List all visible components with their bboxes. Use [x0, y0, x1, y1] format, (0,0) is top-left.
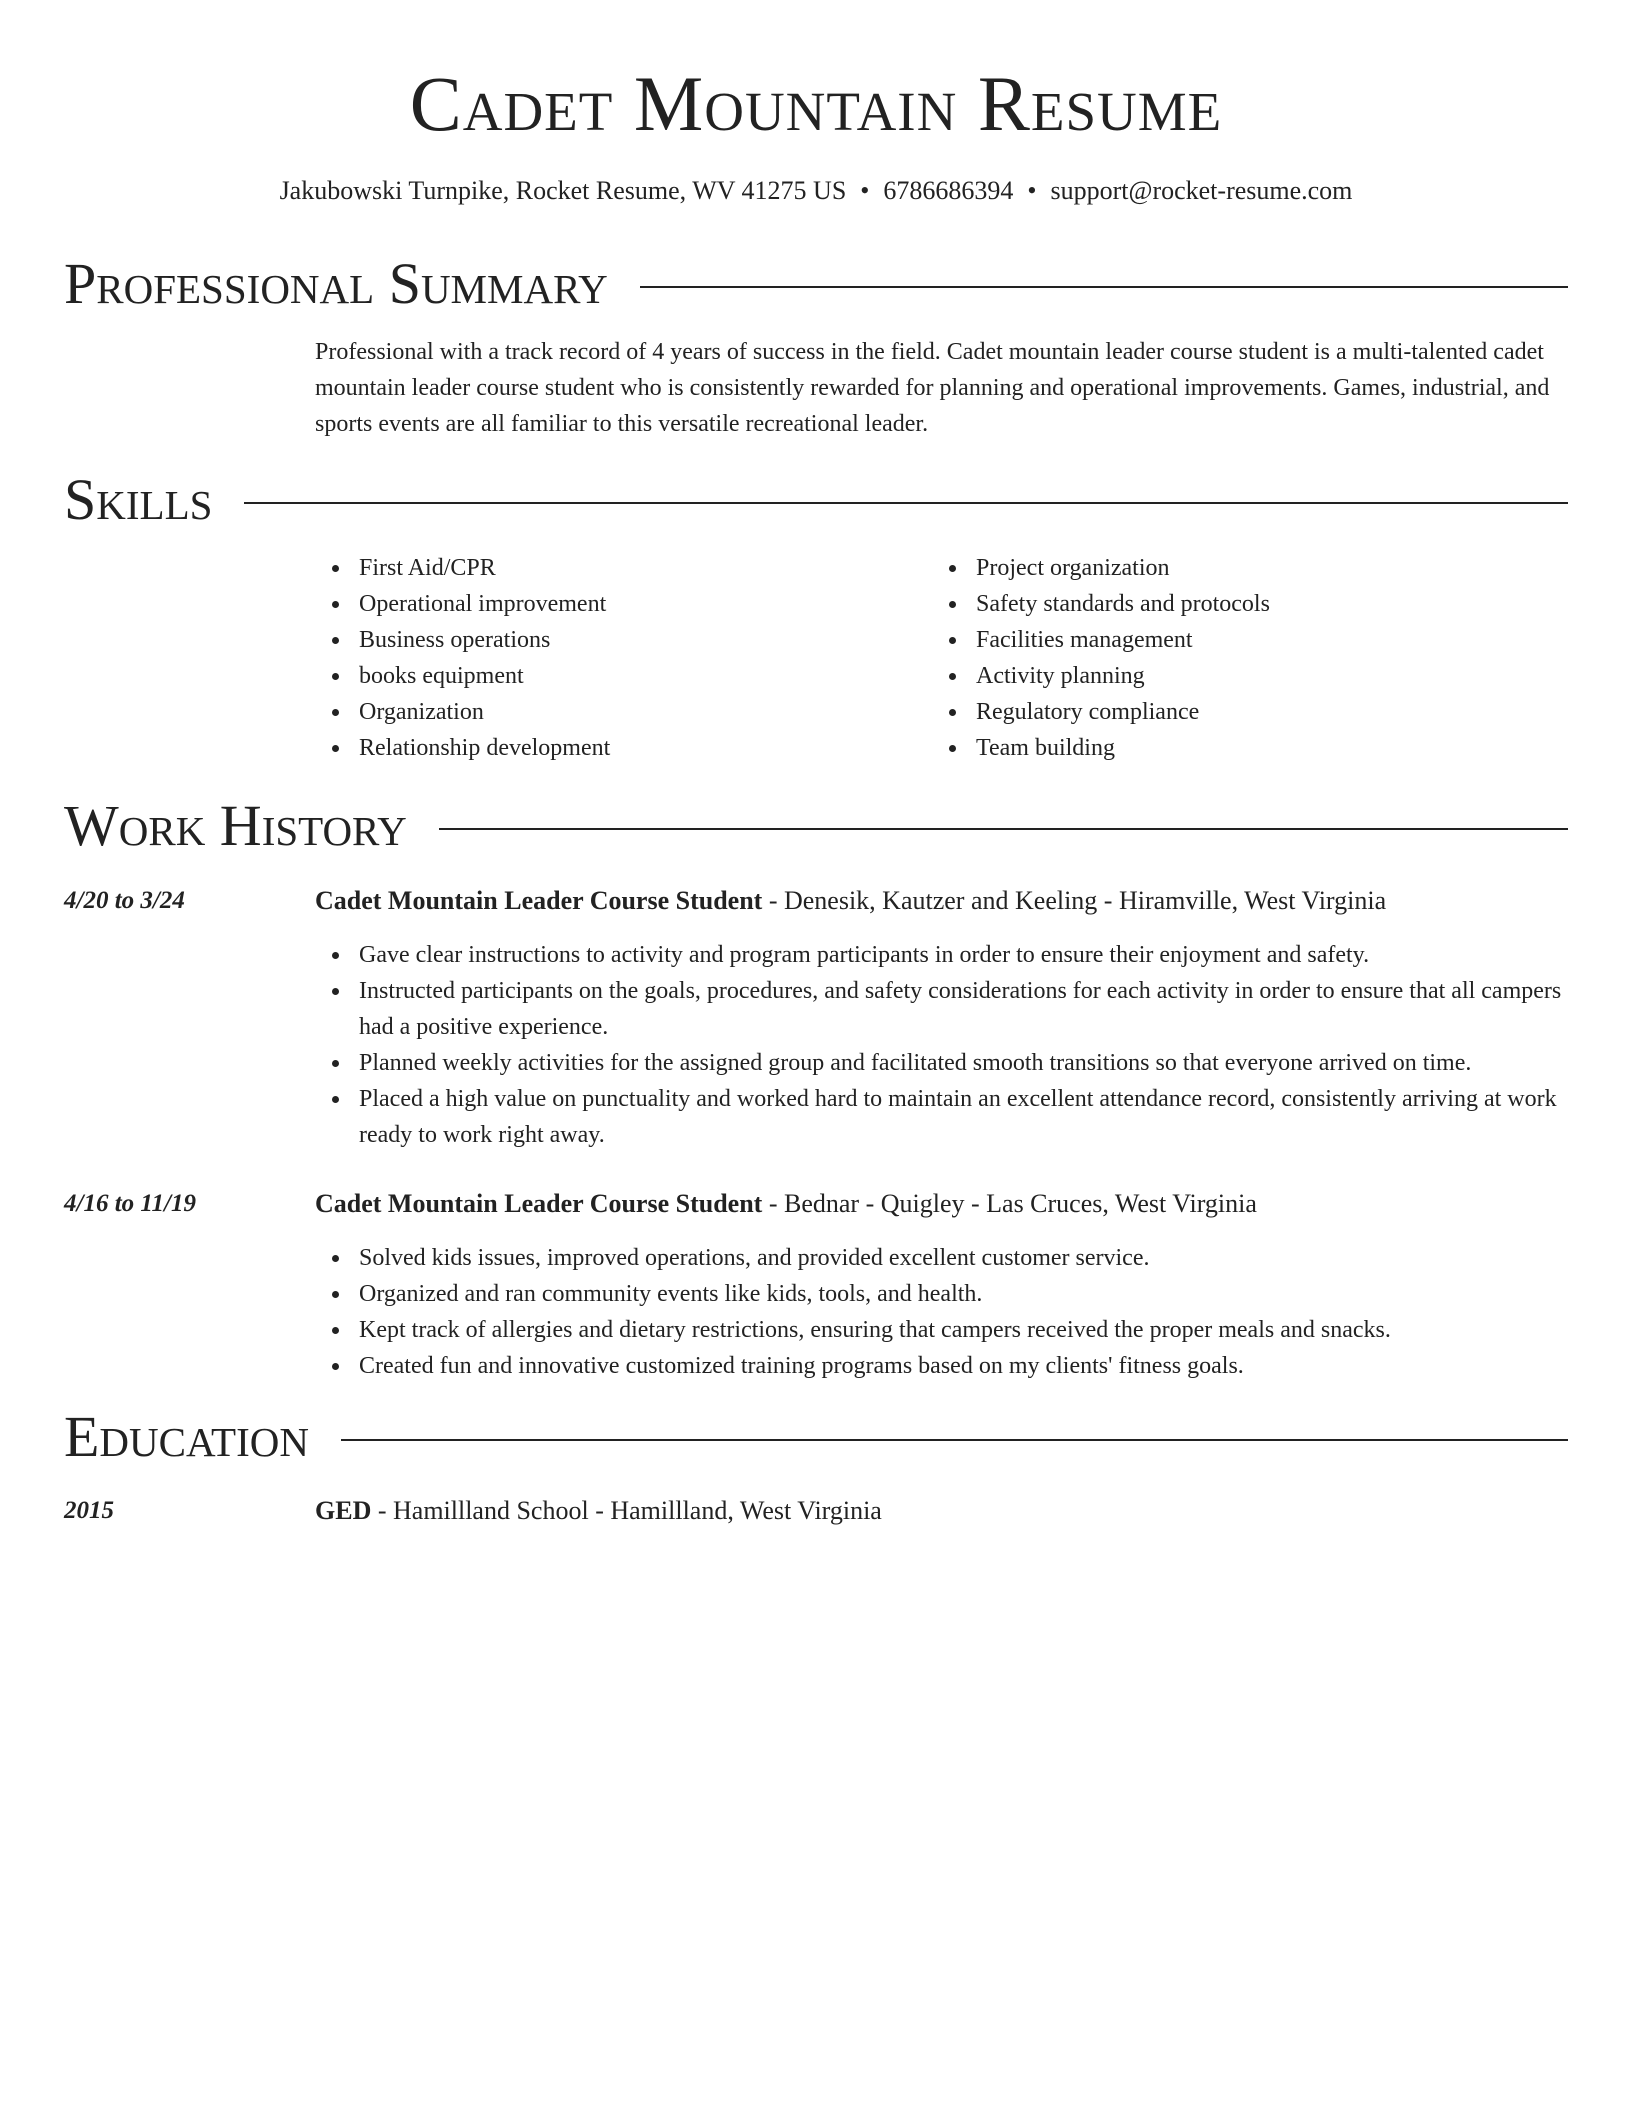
skills-list-left [315, 550, 875, 766]
contact-separator: • [860, 176, 870, 205]
contact-address: Jakubowski Turnpike, Rocket Resume, WV 41275 US [279, 176, 847, 205]
contact-separator: • [1027, 176, 1037, 205]
skill-item: Operational improvement [359, 586, 875, 622]
skill-item: books equipment [359, 658, 875, 694]
contact-email: support@rocket-resume.com [1050, 176, 1353, 205]
job-duty-item: Solved kids issues, improved operations, and provided excellent customer service. [359, 1240, 1568, 1276]
skill-item: Organization [359, 694, 875, 730]
section-divider [244, 502, 1568, 504]
skill-item: First Aid/CPR [359, 550, 875, 586]
job-heading [315, 1186, 1568, 1222]
job-duty-item: Organized and ran community events like kids, tools, and health. [359, 1276, 1568, 1312]
education-year: 2015 [64, 1497, 114, 1524]
resume-name: Cadet Mountain Resume [409, 60, 1223, 147]
job-duty-item: Created fun and innovative customized training programs based on my clients' fitness goals. [359, 1348, 1568, 1384]
job-duty-item: Kept track of allergies and dietary restrictions, ensuring that campers received the proper meals and snacks. [359, 1312, 1568, 1348]
education-entry [315, 1493, 1568, 1529]
job-duty-item: Placed a high value on punctuality and worked hard to maintain an excellent attendance record, consistently arriving at work ready to work right away. [359, 1081, 1568, 1153]
job-duties [315, 1240, 1568, 1384]
skill-item: Project organization [976, 550, 1492, 586]
job-duty-item: Instructed participants on the goals, procedures, and safety considerations for each activity in order to ensure that all campers had a positive experience. [359, 973, 1568, 1045]
job-duties [315, 937, 1568, 1153]
skill-item: Regulatory compliance [976, 694, 1492, 730]
skill-item: Team building [976, 730, 1492, 766]
skills-heading: Skills [64, 467, 213, 532]
skills-section-header [64, 468, 1568, 532]
section-divider [439, 828, 1568, 830]
job-title: Cadet Mountain Leader Course Student [315, 886, 763, 915]
skill-item: Relationship development [359, 730, 875, 766]
skill-item: Activity planning [976, 658, 1492, 694]
education-section-header [64, 1405, 1568, 1469]
skills-list-right [932, 550, 1492, 766]
education-heading: Education [64, 1404, 309, 1469]
skills-column-right [932, 550, 1492, 766]
job-duty-item: Gave clear instructions to activity and program participants in order to ensure their enjoyment and safety. [359, 937, 1568, 973]
job-employer-location: - Denesik, Kautzer and Keeling - Hiramville, West Virginia [762, 886, 1387, 915]
job-duty-list [315, 937, 1568, 1153]
job-duty-list [315, 1240, 1568, 1384]
contact-line [0, 174, 1632, 208]
section-divider [341, 1439, 1568, 1441]
work-heading: Work History [64, 793, 407, 858]
job-dates: 4/16 to 11/19 [64, 1190, 196, 1217]
summary-section-header [64, 252, 1568, 316]
summary-text: Professional with a track record of 4 years of success in the field. Cadet mountain leader course student is a multi-talented cadet mountain leader course student who is consistently rewarded for planning and operational improvements. Games, industrial, and sports events are all familiar to this versatile recreational leader. [315, 339, 1550, 437]
job-heading [315, 883, 1568, 919]
skill-item: Business operations [359, 622, 875, 658]
section-divider [640, 286, 1568, 288]
job-duty-item: Planned weekly activities for the assigned group and facilitated smooth transitions so that everyone arrived on time. [359, 1045, 1568, 1081]
education-school-location: - Hamillland School - Hamillland, West Virginia [371, 1496, 882, 1525]
skill-item: Safety standards and protocols [976, 586, 1492, 622]
summary-heading: Professional Summary [64, 251, 608, 316]
contact-phone: 6786686394 [883, 176, 1014, 205]
skill-item: Facilities management [976, 622, 1492, 658]
skills-column-left [315, 550, 875, 766]
job-employer-location: - Bednar - Quigley - Las Cruces, West Virginia [762, 1189, 1257, 1218]
education-degree: GED [315, 1496, 372, 1525]
job-dates: 4/20 to 3/24 [64, 887, 185, 914]
job-title: Cadet Mountain Leader Course Student [315, 1189, 763, 1218]
work-section-header [64, 794, 1568, 858]
